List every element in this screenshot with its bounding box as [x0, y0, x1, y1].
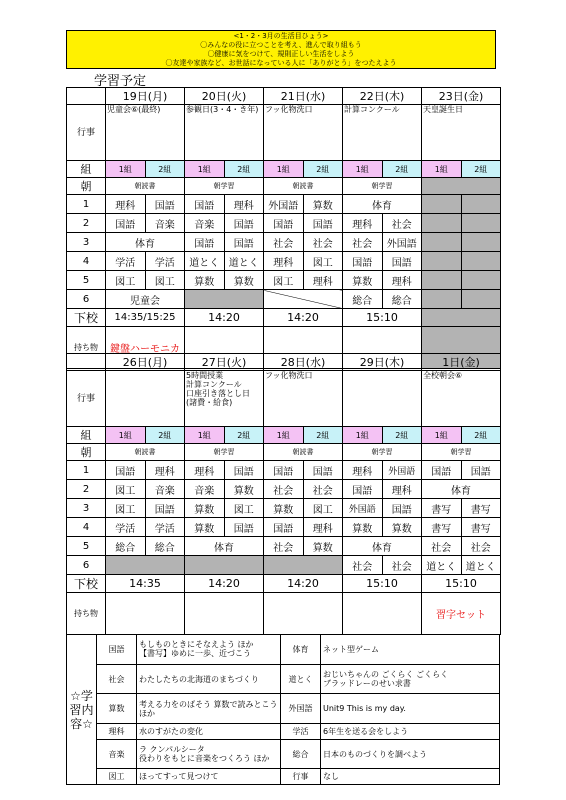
class1-header: 1組: [185, 161, 225, 178]
lesson-cell: 理科: [224, 195, 264, 214]
lesson-cell: 国語: [185, 233, 225, 252]
period-number: 5: [67, 537, 106, 556]
lesson-cell: 総合: [343, 290, 383, 309]
lesson-cell: 学活: [145, 518, 185, 537]
period-number: 2: [67, 480, 106, 499]
lesson-cell: 国語: [461, 461, 501, 480]
mochimono-label: 持ち物: [67, 327, 106, 369]
lesson-cell: 学活: [145, 252, 185, 271]
event-cell: 天皇誕生日: [422, 105, 501, 161]
lesson-cell: 算数: [224, 480, 264, 499]
dismissal-time: 14:20: [185, 309, 264, 327]
day-header: 22日(木): [343, 88, 422, 105]
subject-content: もしものときにそなえよう ほか 【書写】ゆめに一歩、近づこう: [137, 635, 281, 665]
lesson-cell: 道とく: [185, 252, 225, 271]
lesson-cell: 児童会: [106, 290, 185, 309]
lesson-cell: 体育: [185, 537, 264, 556]
lesson-cell: 理科: [264, 252, 304, 271]
lesson-cell: 理科: [185, 461, 225, 480]
period-number: 4: [67, 518, 106, 537]
lesson-cell: 国語: [106, 214, 146, 233]
day-header: 23日(金): [422, 88, 501, 105]
lesson-cell: 学活: [106, 518, 146, 537]
lesson-cell: 図工: [264, 271, 304, 290]
lesson-cell: 国語: [224, 518, 264, 537]
morning-activity: 朝読書: [106, 178, 185, 195]
class1-header: 1組: [106, 427, 146, 444]
event-cell: 5時間授業 計算コンクール 口座引き落とし日 (諸費・給食): [185, 371, 264, 427]
lesson-cell: 理科: [382, 271, 422, 290]
lesson-cell: 総合: [145, 537, 185, 556]
lesson-cell: 理科: [343, 214, 383, 233]
lesson-cell: 社会: [461, 537, 501, 556]
lesson-cell: 図工: [303, 252, 343, 271]
lesson-cell: 図工: [106, 480, 146, 499]
lesson-cell: 国語: [382, 252, 422, 271]
lesson-cell: 音楽: [185, 214, 225, 233]
dismissal-time: 15:10: [422, 575, 501, 593]
class2-header: 2組: [303, 427, 343, 444]
subject-name: 国語: [97, 635, 137, 665]
period-number: 3: [67, 233, 106, 252]
day-header: 28日(水): [264, 354, 343, 371]
lesson-cell: 音楽: [185, 480, 225, 499]
lesson-cell: 理科: [303, 518, 343, 537]
day-header: 26日(月): [106, 354, 185, 371]
lesson-cell: 社会: [303, 480, 343, 499]
lesson-cell: 社会: [343, 233, 383, 252]
lesson-cell: 体育: [422, 480, 501, 499]
lesson-cell: 理科: [343, 461, 383, 480]
class2-header: 2組: [461, 161, 501, 178]
lesson-cell: 算数: [303, 195, 343, 214]
class1-header: 1組: [343, 161, 383, 178]
period-number: 6: [67, 290, 106, 309]
gekou-label: 下校: [67, 309, 106, 327]
asa-label: 朝: [67, 444, 106, 461]
learning-content-table: [66, 634, 500, 785]
lesson-cell: 国語: [343, 252, 383, 271]
lesson-cell: 図工: [106, 499, 146, 518]
class2-header: 2組: [382, 427, 422, 444]
lesson-cell: 体育: [343, 537, 422, 556]
dismissal-time: 14:20: [185, 575, 264, 593]
dismissal-time: 14:35: [106, 575, 185, 593]
lesson-cell: 算数: [185, 271, 225, 290]
kumi-label: 組: [67, 427, 106, 444]
lesson-cell: 国語: [303, 214, 343, 233]
day-header: 29日(木): [343, 354, 422, 371]
week2-schedule-table: [66, 353, 501, 635]
lesson-cell: 国語: [106, 461, 146, 480]
lesson-cell: 算数: [303, 537, 343, 556]
event-cell: 全校朝会⑥: [422, 371, 501, 427]
lesson-cell: 図工: [303, 499, 343, 518]
subject-name: 学活: [281, 724, 321, 740]
gyoji-label: 行事: [67, 105, 106, 161]
lesson-cell: 算数: [185, 518, 225, 537]
subject-content: ラ クンパルシータ 役わりをもとに音楽をつくろう ほか: [137, 739, 281, 769]
lesson-cell: 音楽: [145, 480, 185, 499]
subject-name: 体育: [281, 635, 321, 665]
event-cell: [343, 371, 422, 427]
lesson-cell: 算数: [185, 499, 225, 518]
subject-name: 理科: [97, 724, 137, 740]
event-cell: 児童会⑥(最終): [106, 105, 185, 161]
morning-activity: 朝学習: [185, 444, 264, 461]
dismissal-time: 14:20: [264, 309, 343, 327]
week1-schedule-table: [66, 87, 501, 369]
class2-header: 2組: [303, 161, 343, 178]
lesson-cell: 図工: [106, 271, 146, 290]
lesson-cell: 理科: [145, 461, 185, 480]
period-number: 5: [67, 271, 106, 290]
period-number: 3: [67, 499, 106, 518]
lesson-cell: 外国語: [382, 461, 422, 480]
lesson-cell: 書写: [422, 518, 462, 537]
lesson-cell: 算数: [382, 518, 422, 537]
class1-header: 1組: [422, 161, 462, 178]
morning-activity: 朝読書: [264, 178, 343, 195]
period-number: 1: [67, 195, 106, 214]
event-cell: フッ化物洗口: [264, 371, 343, 427]
event-cell: 計算コンクール: [343, 105, 422, 161]
lesson-cell: 国語: [264, 214, 304, 233]
lesson-cell: 国語: [224, 214, 264, 233]
subject-content: ほってすって見つけて: [137, 769, 281, 785]
subject-content: 水のすがたの変化: [137, 724, 281, 740]
lesson-cell: 総合: [382, 290, 422, 309]
subject-name: 図工: [97, 769, 137, 785]
event-cell: [106, 371, 185, 427]
class1-header: 1組: [343, 427, 383, 444]
class1-header: 1組: [422, 427, 462, 444]
lesson-cell: 社会: [264, 480, 304, 499]
event-cell: 参観日(3・4・き年): [185, 105, 264, 161]
day-header: 20日(火): [185, 88, 264, 105]
gekou-label: 下校: [67, 575, 106, 593]
day-header: 19日(月): [106, 88, 185, 105]
subject-content: おじいちゃんの ごくらく ごくらく ブラッドレーのせい求書: [321, 664, 500, 694]
subject-content: わたしたちの北海道のまちづくり: [137, 664, 281, 694]
dismissal-time: 15:10: [343, 309, 422, 327]
lesson-cell: 図工: [224, 499, 264, 518]
lesson-cell: 社会: [264, 537, 304, 556]
morning-activity: 朝学習: [343, 444, 422, 461]
goal-line: 〇友達や家族など、お世話になっている人に「ありがとう」をつたえよう: [165, 59, 397, 67]
lesson-cell: 道とく: [461, 556, 501, 575]
class2-header: 2組: [224, 427, 264, 444]
dismissal-time: 14:35/15:25: [106, 309, 185, 327]
class2-header: 2組: [145, 161, 185, 178]
day-header: 1日(金): [422, 354, 501, 371]
lesson-cell: 総合: [106, 537, 146, 556]
goals-heading: <1・2・3月の生活目ひょう>: [233, 32, 329, 40]
period-number: 2: [67, 214, 106, 233]
lesson-cell: 理科: [382, 480, 422, 499]
lesson-cell: 社会: [264, 233, 304, 252]
lesson-cell: 国語: [224, 461, 264, 480]
class2-header: 2組: [461, 427, 501, 444]
subject-content: 考える力をのばそう 算数で読みとこう ほか: [137, 694, 281, 724]
dismissal-time: 14:20: [264, 575, 343, 593]
class2-header: 2組: [145, 427, 185, 444]
day-header: 27日(火): [185, 354, 264, 371]
class1-header: 1組: [264, 427, 304, 444]
subject-name: 総合: [281, 739, 321, 769]
lesson-cell: 算数: [343, 271, 383, 290]
morning-activity: 朝学習: [343, 178, 422, 195]
morning-activity: 朝学習: [422, 444, 501, 461]
lesson-cell: 学活: [106, 252, 146, 271]
mochimono-label: 持ち物: [67, 593, 106, 635]
lesson-cell: 道とく: [224, 252, 264, 271]
lesson-cell: 国語: [422, 461, 462, 480]
lesson-cell: 理科: [303, 271, 343, 290]
period-number: 4: [67, 252, 106, 271]
subject-name: 算数: [97, 694, 137, 724]
lesson-cell: 音楽: [145, 214, 185, 233]
lesson-cell: 外国語: [343, 499, 383, 518]
lesson-cell: 外国語: [264, 195, 304, 214]
period-number: 6: [67, 556, 106, 575]
event-cell: フッ化物洗口: [264, 105, 343, 161]
subject-content: 6年生を送る会をしよう: [321, 724, 500, 740]
lesson-cell: 書写: [422, 499, 462, 518]
lesson-cell: 道とく: [422, 556, 462, 575]
day-header: 21日(水): [264, 88, 343, 105]
class1-header: 1組: [106, 161, 146, 178]
lesson-cell: 書写: [461, 499, 501, 518]
subject-name: 外国語: [281, 694, 321, 724]
monthly-goals-box: [66, 30, 496, 69]
subject-content: ネット型ゲーム: [321, 635, 500, 665]
kumi-label: 組: [67, 161, 106, 178]
morning-activity: 朝読書: [264, 444, 343, 461]
lesson-cell: 国語: [264, 461, 304, 480]
lesson-cell: 国語: [145, 499, 185, 518]
lesson-cell: 算数: [224, 271, 264, 290]
lesson-cell: 図工: [145, 271, 185, 290]
subject-content: 日本のものづくりを調べよう: [321, 739, 500, 769]
lesson-cell: 外国語: [382, 233, 422, 252]
belongings: 鍵盤ハーモニカ: [106, 327, 185, 369]
lesson-cell: 体育: [106, 233, 185, 252]
lesson-cell: 算数: [264, 499, 304, 518]
lesson-cell: 社会: [382, 556, 422, 575]
goal-line: 〇健康に気をつけて、規則正しい生活をしよう: [207, 50, 355, 58]
lesson-cell: 社会: [303, 233, 343, 252]
no-class-slash: [264, 290, 343, 309]
lesson-cell: 社会: [422, 537, 462, 556]
lesson-cell: 理科: [106, 195, 146, 214]
dismissal-time: 15:10: [343, 575, 422, 593]
subject-name: 行事: [281, 769, 321, 785]
gyoji-label: 行事: [67, 371, 106, 427]
learning-content-label: ☆学習内容☆: [67, 635, 97, 785]
lesson-cell: 国語: [264, 518, 304, 537]
lesson-cell: 社会: [343, 556, 383, 575]
lesson-cell: 国語: [224, 233, 264, 252]
lesson-cell: 国語: [303, 461, 343, 480]
lesson-cell: 国語: [382, 499, 422, 518]
lesson-cell: 国語: [343, 480, 383, 499]
belongings: 習字セット: [422, 593, 501, 635]
goal-line: 〇みんなの役に立つことを考え、進んで取り組もう: [200, 41, 362, 49]
subject-name: 社会: [97, 664, 137, 694]
lesson-cell: 体育: [343, 195, 422, 214]
lesson-cell: 社会: [382, 214, 422, 233]
subject-content: なし: [321, 769, 500, 785]
asa-label: 朝: [67, 178, 106, 195]
page-title: 学習予定: [94, 74, 147, 89]
class2-header: 2組: [224, 161, 264, 178]
morning-activity: 朝学習: [185, 178, 264, 195]
morning-activity: 朝読書: [106, 444, 185, 461]
class2-header: 2組: [382, 161, 422, 178]
subject-name: 音楽: [97, 739, 137, 769]
lesson-cell: 国語: [145, 195, 185, 214]
lesson-cell: 国語: [185, 195, 225, 214]
subject-name: 道とく: [281, 664, 321, 694]
class1-header: 1組: [185, 427, 225, 444]
class1-header: 1組: [264, 161, 304, 178]
period-number: 1: [67, 461, 106, 480]
lesson-cell: 書写: [461, 518, 501, 537]
lesson-cell: 算数: [343, 518, 383, 537]
subject-content: Unit9 This is my day.: [321, 694, 500, 724]
